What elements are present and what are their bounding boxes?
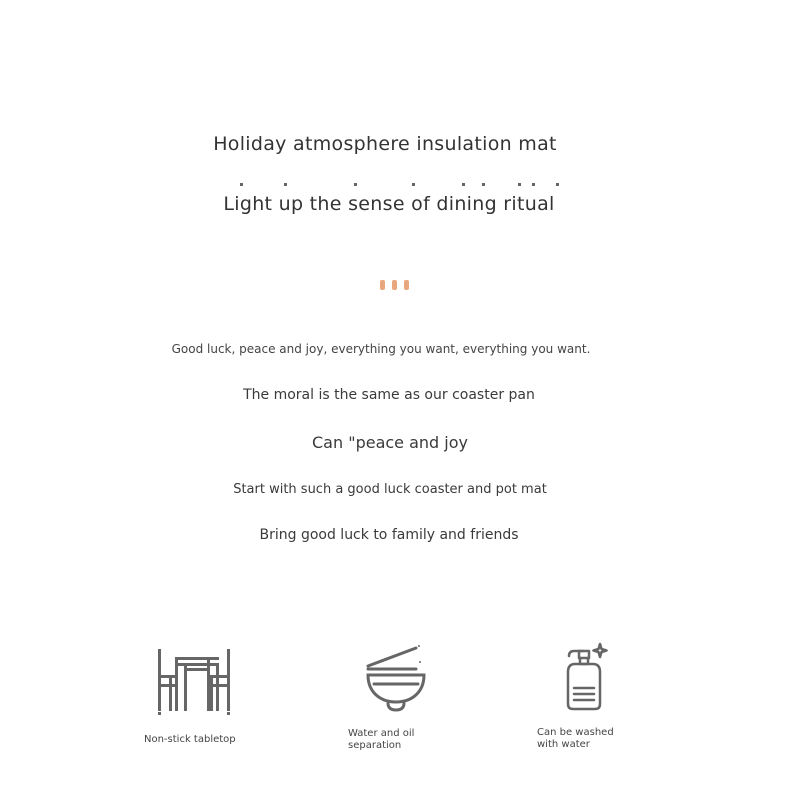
text-line: Bring good luck to family and friends	[259, 527, 519, 543]
clipped-text-fragment	[236, 181, 566, 187]
text-line: Good luck, peace and joy, everything you want, everything you want.	[171, 342, 591, 356]
text-line: Start with such a good luck coaster and pot mat	[233, 482, 547, 497]
soap-bottle-icon	[560, 642, 640, 714]
feature-washable	[530, 640, 640, 755]
page-title: Holiday atmosphere insulation mat	[213, 133, 557, 155]
feature-non-stick	[140, 640, 250, 750]
page-subtitle: Light up the sense of dining ritual	[223, 193, 555, 215]
text-line: The moral is the same as our coaster pan	[243, 387, 535, 403]
feature-water-oil	[340, 640, 450, 755]
feature-caption: Can be washed with water	[537, 727, 614, 750]
decorative-divider	[380, 280, 410, 290]
text-line: Can "peace and joy	[312, 433, 468, 452]
bowl-chopsticks-icon	[362, 642, 432, 714]
feature-caption: Water and oil separation	[348, 728, 415, 751]
dining-table-icon	[154, 646, 234, 718]
feature-caption: Non-stick tabletop	[144, 734, 236, 745]
